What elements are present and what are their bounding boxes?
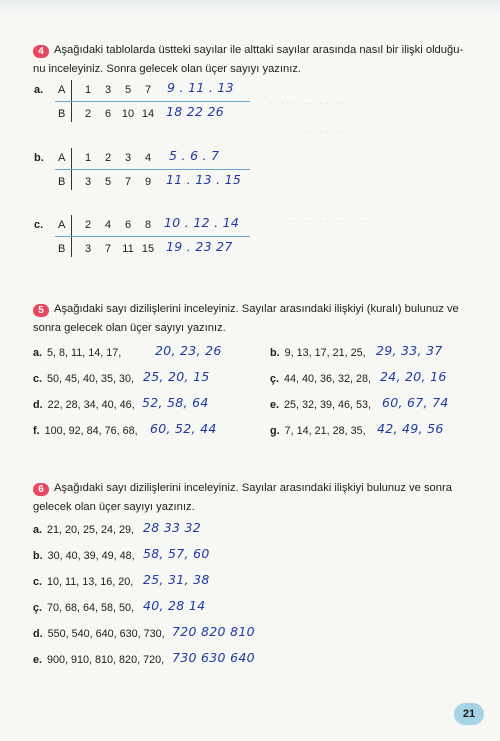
handwritten-answer: 18 22 26 xyxy=(166,104,225,119)
handwritten-answer: 24, 20, 16 xyxy=(380,369,447,384)
item-sequence: 25, 32, 39, 46, 53, xyxy=(284,399,372,411)
handwritten-answer: 5 . 6 . 7 xyxy=(169,148,220,163)
sequence-item xyxy=(33,628,165,640)
handwritten-answer: 11 . 13 . 15 xyxy=(166,172,242,187)
table-label: c. xyxy=(34,219,44,231)
item-label: f. xyxy=(33,425,40,437)
table-label: a. xyxy=(34,84,44,96)
handwritten-answer: 20, 23, 26 xyxy=(155,343,222,358)
sequence-item xyxy=(33,347,121,359)
handwritten-answer: 10 . 12 . 14 xyxy=(164,215,240,230)
sequence-item xyxy=(33,550,135,562)
item-label: b. xyxy=(270,347,280,359)
item-label: c. xyxy=(33,576,43,588)
handwritten-answer: 29, 33, 37 xyxy=(376,343,443,358)
table-cell: 2 xyxy=(84,219,92,231)
table-cell: 10 xyxy=(121,108,135,120)
question-5-line2: sonra gelecek olan üçer sayıyı yazınız. xyxy=(33,322,226,334)
page-number: 21 xyxy=(454,703,484,725)
item-sequence: 21, 20, 25, 24, 29, xyxy=(47,524,135,536)
sequence-item xyxy=(33,425,138,437)
bleed-through-text: . . . . . . . . . . . . . . . . xyxy=(270,96,357,107)
table-cell: 11 xyxy=(122,243,134,255)
table-cell: 4 xyxy=(144,152,152,164)
question-4-line2: nu inceleyiniz. Sonra gelecek olan üçer sayıyı yazınız. xyxy=(33,63,302,75)
table-cell: 7 xyxy=(104,243,112,255)
item-sequence: 7, 14, 21, 28, 35, xyxy=(284,425,366,437)
row-a-name: A xyxy=(58,152,66,164)
item-label: b. xyxy=(33,550,43,562)
item-label: ç. xyxy=(33,602,43,614)
question-6-line1: Aşağıdaki sayı dizilişlerini inceleyiniz. Sayılar arasındaki ilişkiyi bulunuz ve sonra xyxy=(54,482,452,494)
sequence-item xyxy=(33,524,134,536)
table-cell: 7 xyxy=(124,176,132,188)
table-cell: 3 xyxy=(84,243,92,255)
item-sequence: 30, 40, 39, 49, 48, xyxy=(47,550,135,562)
sequence-item xyxy=(33,602,134,614)
handwritten-answer: 28 33 32 xyxy=(143,520,202,535)
row-a-name: A xyxy=(58,219,66,231)
table-cell: 7 xyxy=(144,84,152,96)
sequence-item xyxy=(33,654,164,666)
item-label: a. xyxy=(33,524,43,536)
handwritten-answer: 730 630 640 xyxy=(172,650,255,665)
table-cell: 15 xyxy=(141,243,155,255)
table-cell: 2 xyxy=(104,152,112,164)
item-label: e. xyxy=(33,654,43,666)
table-row-line xyxy=(55,101,250,102)
table-cell: 3 xyxy=(104,84,112,96)
bleed-through-text: . . . . . . . . . . . . . . . . . . xyxy=(270,214,368,225)
table-cell: 1 xyxy=(84,84,92,96)
item-sequence: 10, 11, 13, 16, 20, xyxy=(47,576,134,588)
handwritten-answer: 720 820 810 xyxy=(172,624,255,639)
top-band xyxy=(0,0,500,16)
table-cell: 4 xyxy=(104,219,112,231)
sequence-item xyxy=(270,347,366,359)
table-cell: 2 xyxy=(84,108,92,120)
sequence-item xyxy=(270,399,371,411)
handwritten-answer: 25, 31, 38 xyxy=(143,572,210,587)
item-sequence: 9, 13, 17, 21, 25, xyxy=(284,347,366,359)
sequence-item xyxy=(33,373,134,385)
table-cell: 6 xyxy=(124,219,132,231)
item-sequence: 44, 40, 36, 32, 28, xyxy=(284,373,372,385)
item-sequence: 5, 8, 11, 14, 17, xyxy=(47,347,122,359)
item-sequence: 50, 45, 40, 35, 30, xyxy=(47,373,135,385)
table-row-line xyxy=(55,236,250,237)
handwritten-answer: 58, 57, 60 xyxy=(143,546,210,561)
handwritten-answer: 60, 67, 74 xyxy=(382,395,449,410)
table-row-line xyxy=(55,169,250,170)
item-label: g. xyxy=(270,425,280,437)
bleed-through-text: . . . . . . . . . . . . . . xyxy=(270,124,346,135)
table-label: b. xyxy=(34,152,44,164)
handwritten-answer: 40, 28 14 xyxy=(143,598,206,613)
table-cell: 6 xyxy=(104,108,112,120)
item-sequence: 900, 910, 810, 820, 720, xyxy=(47,654,165,666)
item-sequence: 22, 28, 34, 40, 46, xyxy=(47,399,135,411)
table-cell: 3 xyxy=(124,152,132,164)
item-label: a. xyxy=(33,347,43,359)
question-6-badge: 6 xyxy=(33,483,49,496)
row-b-name: B xyxy=(58,176,66,188)
table-cell: 1 xyxy=(84,152,92,164)
item-label: d. xyxy=(33,399,43,411)
question-5-line1: Aşağıdaki sayı dizilişlerini inceleyiniz. Sayılar arasındaki ilişkiyi (kuralı) bulunuz ve xyxy=(54,303,459,315)
handwritten-answer: 25, 20, 15 xyxy=(143,369,210,384)
item-label: c. xyxy=(33,373,43,385)
handwritten-answer: 52, 58, 64 xyxy=(142,395,209,410)
question-4-line1: Aşağıdaki tablolarda üstteki sayılar ile alttaki sayılar arasında nasıl bir ilişki olduğu- xyxy=(54,44,464,56)
row-b-name: B xyxy=(58,108,66,120)
question-5-badge: 5 xyxy=(33,304,49,317)
table-cell: 5 xyxy=(104,176,112,188)
handwritten-answer: 19 . 23 27 xyxy=(166,239,233,254)
sequence-item xyxy=(270,373,371,385)
table-cell: 8 xyxy=(144,219,152,231)
handwritten-answer: 42, 49, 56 xyxy=(377,421,444,436)
handwritten-answer: 60, 52, 44 xyxy=(150,421,217,436)
table-cell: 5 xyxy=(124,84,132,96)
item-label: e. xyxy=(270,399,280,411)
item-label: d. xyxy=(33,628,43,640)
sequence-item xyxy=(33,576,133,588)
table-cell: 9 xyxy=(144,176,152,188)
handwritten-answer: 9 . 11 . 13 xyxy=(167,80,234,95)
question-4-badge: 4 xyxy=(33,45,49,58)
item-label: ç. xyxy=(270,373,280,385)
table-cell: 3 xyxy=(84,176,92,188)
item-sequence: 550, 540, 640, 630, 730, xyxy=(47,628,165,640)
table-cell: 14 xyxy=(141,108,155,120)
row-b-name: B xyxy=(58,243,66,255)
item-sequence: 70, 68, 64, 58, 50, xyxy=(47,602,135,614)
sequence-item xyxy=(33,399,135,411)
item-sequence: 100, 92, 84, 76, 68, xyxy=(44,425,138,437)
sequence-item xyxy=(270,425,366,437)
row-a-name: A xyxy=(58,84,66,96)
question-6-line2: gelecek olan üçer sayıyı yazınız. xyxy=(33,501,195,513)
